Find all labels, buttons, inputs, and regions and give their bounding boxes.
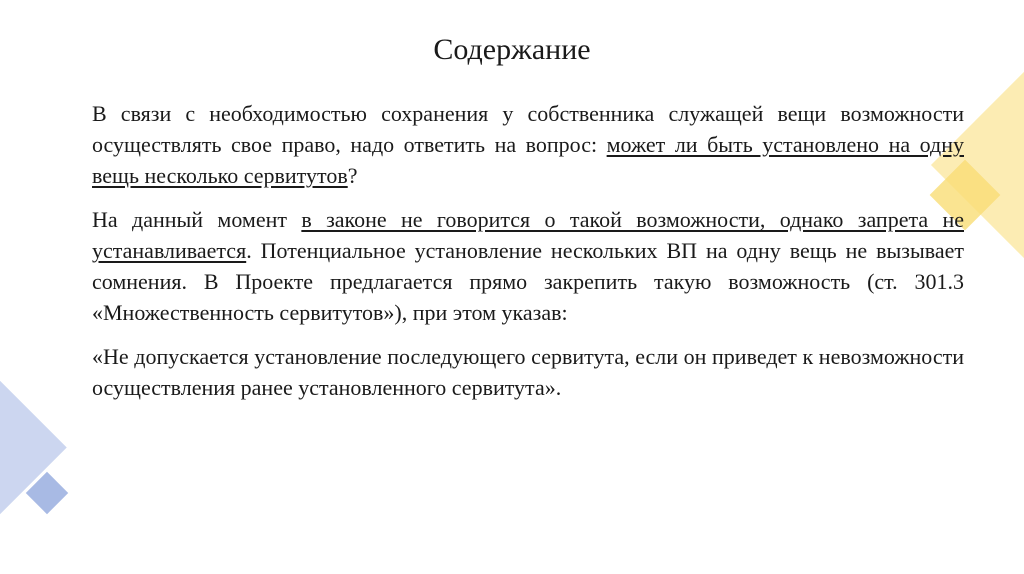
paragraph-current-state bbox=[92, 204, 964, 328]
slide-body bbox=[92, 98, 964, 416]
slide-title: Содержание bbox=[433, 33, 591, 66]
paragraph-quote: «Не допускается установление последующего сервитута, если он приведет к невозможности осуществления ранее установленного сервитута». bbox=[92, 344, 964, 400]
question-mark: ? bbox=[347, 163, 358, 188]
paragraph-question-text: В связи с необходимостью сохранения у собственника служащей вещи возможности осуществлять свое право, надо ответить на вопрос: bbox=[92, 101, 964, 157]
paragraph-current-state-intro: На данный момент bbox=[92, 207, 302, 232]
underlined-law-statement: в законе не говорится о такой возможности, однако запрета не устанавливается bbox=[92, 207, 964, 263]
paragraph-question bbox=[92, 98, 964, 191]
paragraph-current-state-rest: . Потенциальное установление нескольких ВП на одну вещь не вызывает сомнения. В Проекте предлагается прямо закрепить такую возможность (ст. 301.3 «Множественность сервитутов»), при этом указав: bbox=[92, 238, 964, 325]
underlined-question: может ли быть установлено на одну вещь несколько сервитутов bbox=[92, 132, 964, 188]
